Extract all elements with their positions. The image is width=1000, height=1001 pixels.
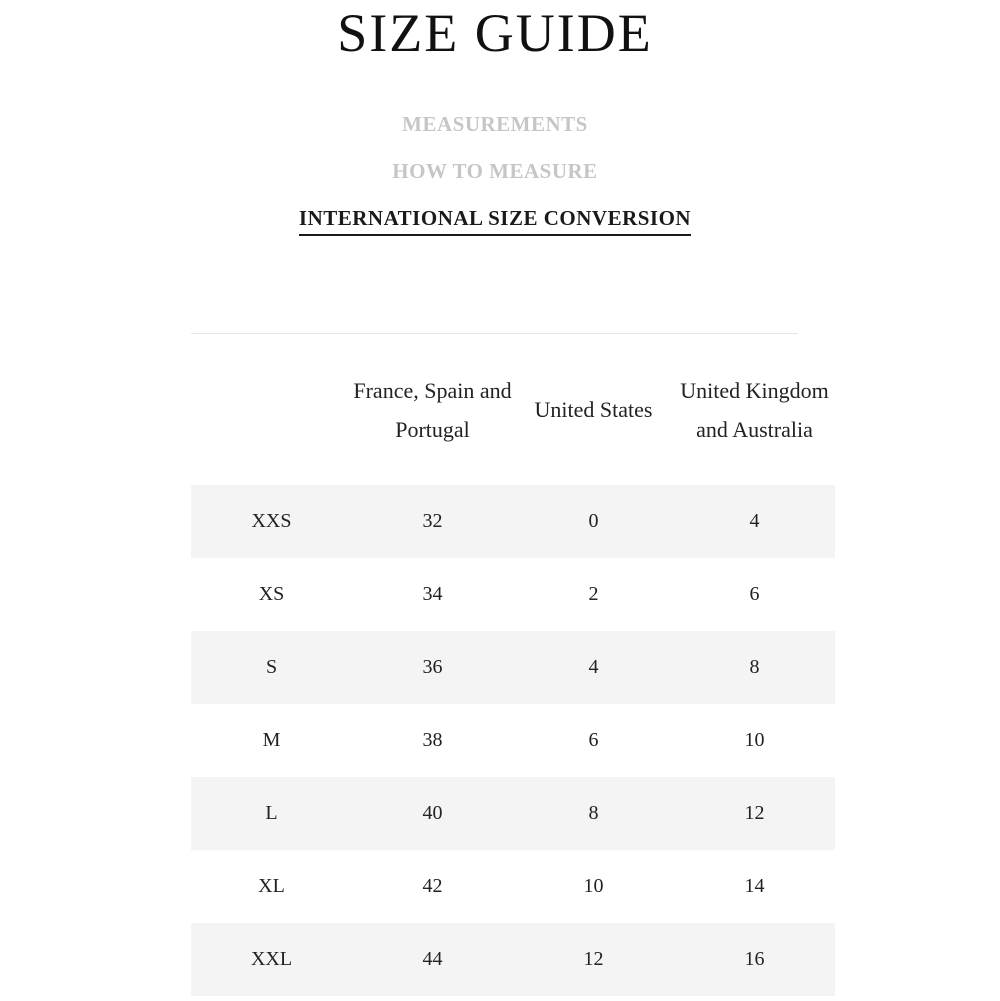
size-conversion-table-container[interactable] [191,333,829,1001]
france-spain-portugal-cell: 40 [352,777,513,850]
header-size [191,334,352,485]
size-label-cell: L [191,777,352,850]
table-row [191,704,835,777]
uk-australia-cell: 8 [674,631,835,704]
uk-australia-cell: 6 [749,583,760,605]
size-label-cell: XXS [191,485,352,558]
size-conversion-table [191,334,835,996]
table-row [191,631,835,704]
tab-row-international-size-conversion [0,206,990,236]
france-spain-portugal-cell: 34 [422,583,443,605]
size-label-cell: S [191,631,352,704]
table-row [191,850,835,923]
size-label-cell: XL [258,875,285,897]
table-header-row [191,334,835,485]
united-states-cell: 8 [513,777,674,850]
united-states-cell: 4 [513,631,674,704]
header-united-states: United States [534,397,653,422]
france-spain-portugal-cell: 32 [352,485,513,558]
uk-australia-cell: 10 [744,729,765,751]
tab-how-to-measure[interactable]: HOW TO MEASURE [392,159,598,183]
size-label-cell: XS [258,583,285,605]
size-label-cell: XXL [191,923,352,996]
uk-australia-cell: 16 [674,923,835,996]
tab-row-how-to-measure [0,159,990,184]
united-states-cell: 0 [513,485,674,558]
united-states-cell: 6 [588,729,599,751]
header-france-spain-portugal: France, Spain and Portugal [353,377,512,442]
table-row [191,923,835,996]
size-label-cell: M [262,729,281,751]
united-states-cell: 10 [583,875,604,897]
france-spain-portugal-cell: 42 [422,875,443,897]
tab-measurements[interactable]: MEASUREMENTS [402,112,588,136]
uk-australia-cell: 12 [674,777,835,850]
table-header [191,334,835,485]
united-states-cell: 12 [513,923,674,996]
uk-australia-cell: 14 [744,875,765,897]
france-spain-portugal-cell: 36 [352,631,513,704]
table-row [191,777,835,850]
france-spain-portugal-cell: 38 [422,729,443,751]
table-row [191,558,835,631]
uk-australia-cell: 4 [674,485,835,558]
france-spain-portugal-cell: 44 [352,923,513,996]
united-states-cell: 2 [588,583,599,605]
tab-international-size-conversion[interactable]: INTERNATIONAL SIZE CONVERSION [299,206,691,236]
tab-row-measurements [0,112,990,137]
table-row [191,485,835,558]
header-uk-australia: United Kingdom and Australia [680,377,829,442]
table-body [191,485,835,996]
page-title: SIZE GUIDE [337,3,653,63]
